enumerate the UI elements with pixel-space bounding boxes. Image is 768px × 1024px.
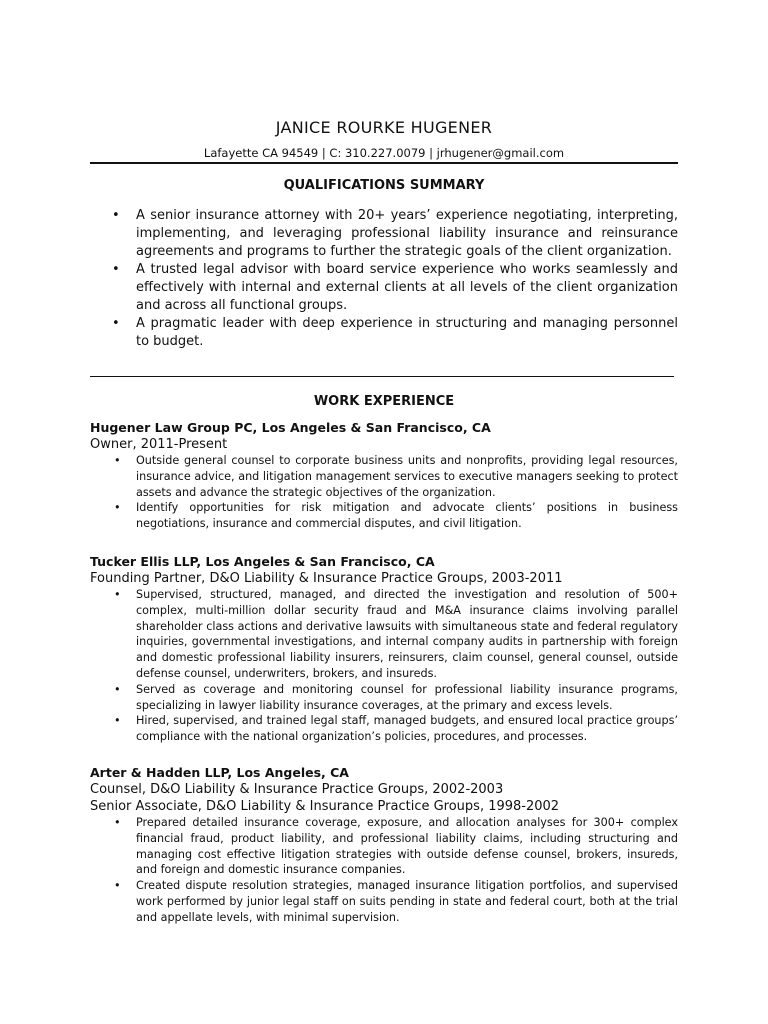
job-role: Founding Partner, D&O Liability & Insurance Practice Groups, 2003-2011 — [90, 571, 563, 586]
duty-item: • Prepared detailed insurance coverage, exposure, and allocation analyses for 300+ complex financial fraud, product liability, and professional liability claims, including structuring and managing cost effective litigation strategies with outside defense counsel, brokers, insureds, and foreign and domestic insurance companies. — [90, 815, 678, 878]
header-divider — [90, 162, 678, 164]
contact-line: Lafayette CA 94549 | C: 310.227.0079 | jrhugener@gmail.com — [203, 146, 565, 160]
duty-item: • Created dispute resolution strategies, managed insurance litigation portfolios, and supervised work performed by junior legal staff on suits pending in state and federal court, both at the trial and appellate levels, with minimal supervision. — [90, 878, 678, 925]
employer-heading: Arter & Hadden LLP, Los Angeles, CA — [90, 765, 349, 780]
work-experience-heading: WORK EXPERIENCE — [313, 394, 455, 409]
duty-item: • Identify opportunities for risk mitigation and advocate clients’ positions in business negotiations, insurance and commercial disputes, and civil litigation. — [90, 500, 678, 532]
job-role: Owner, 2011-Present — [90, 437, 228, 452]
qualification-item: • A pragmatic leader with deep experience in structuring and managing personnel to budget. — [108, 315, 678, 351]
qualification-item: • A trusted legal advisor with board service experience who works seamlessly and effectively with internal and external clients at all levels of the client organization and across all functional groups. — [108, 261, 678, 315]
duty-item: • Outside general counsel to corporate business units and nonprofits, providing legal resources, insurance advice, and litigation management services to executive managers seeking to protect assets and advance the strategic objectives of the organization. — [90, 453, 678, 500]
duty-list — [90, 587, 678, 745]
employer-heading: Hugener Law Group PC, Los Angeles & San Francisco, CA — [90, 420, 491, 435]
qualification-item: • A senior insurance attorney with 20+ years’ experience negotiating, interpreting, implementing, and leveraging professional liability insurance and reinsurance agreements and programs to further the strategic goals of the client organization. — [108, 207, 678, 261]
duty-item: • Hired, supervised, and trained legal staff, managed budgets, and ensured local practice groups’ compliance with the national organization’s policies, procedures, and processes. — [90, 713, 678, 745]
job-role: Counsel, D&O Liability & Insurance Practice Groups, 2002-2003 — [90, 782, 504, 797]
job-entry-tucker-ellis — [90, 554, 678, 745]
job-entry-arter-hadden — [90, 765, 678, 926]
duty-item: • Supervised, structured, managed, and directed the investigation and resolution of 500+ complex, multi-million dollar security fraud and M&A insurance claims involving parallel shareholder class actions and derivative lawsuits with simultaneous state and federal regulatory inquiries, governmental investigations, and internal company audits in partnership with foreign and domestic professional liability insurers, reinsurers, claim counsel, general counsel, outside defense counsel, underwriters, brokers, and insureds. — [90, 587, 678, 682]
employer-heading: Tucker Ellis LLP, Los Angeles & San Francisco, CA — [90, 554, 435, 569]
candidate-name: JANICE ROURKE HUGENER — [275, 118, 493, 137]
duty-list — [90, 453, 678, 532]
duty-item: • Served as coverage and monitoring counsel for professional liability insurance programs, specializing in lawyer liability insurance coverages, at the primary and excess levels. — [90, 682, 678, 714]
section-divider — [90, 376, 674, 377]
job-entry-hugener — [90, 420, 678, 532]
duty-list — [90, 815, 678, 926]
qualifications-list — [108, 207, 678, 351]
job-role: Senior Associate, D&O Liability & Insurance Practice Groups, 1998-2002 — [90, 799, 560, 814]
qualifications-heading: QUALIFICATIONS SUMMARY — [283, 178, 485, 193]
